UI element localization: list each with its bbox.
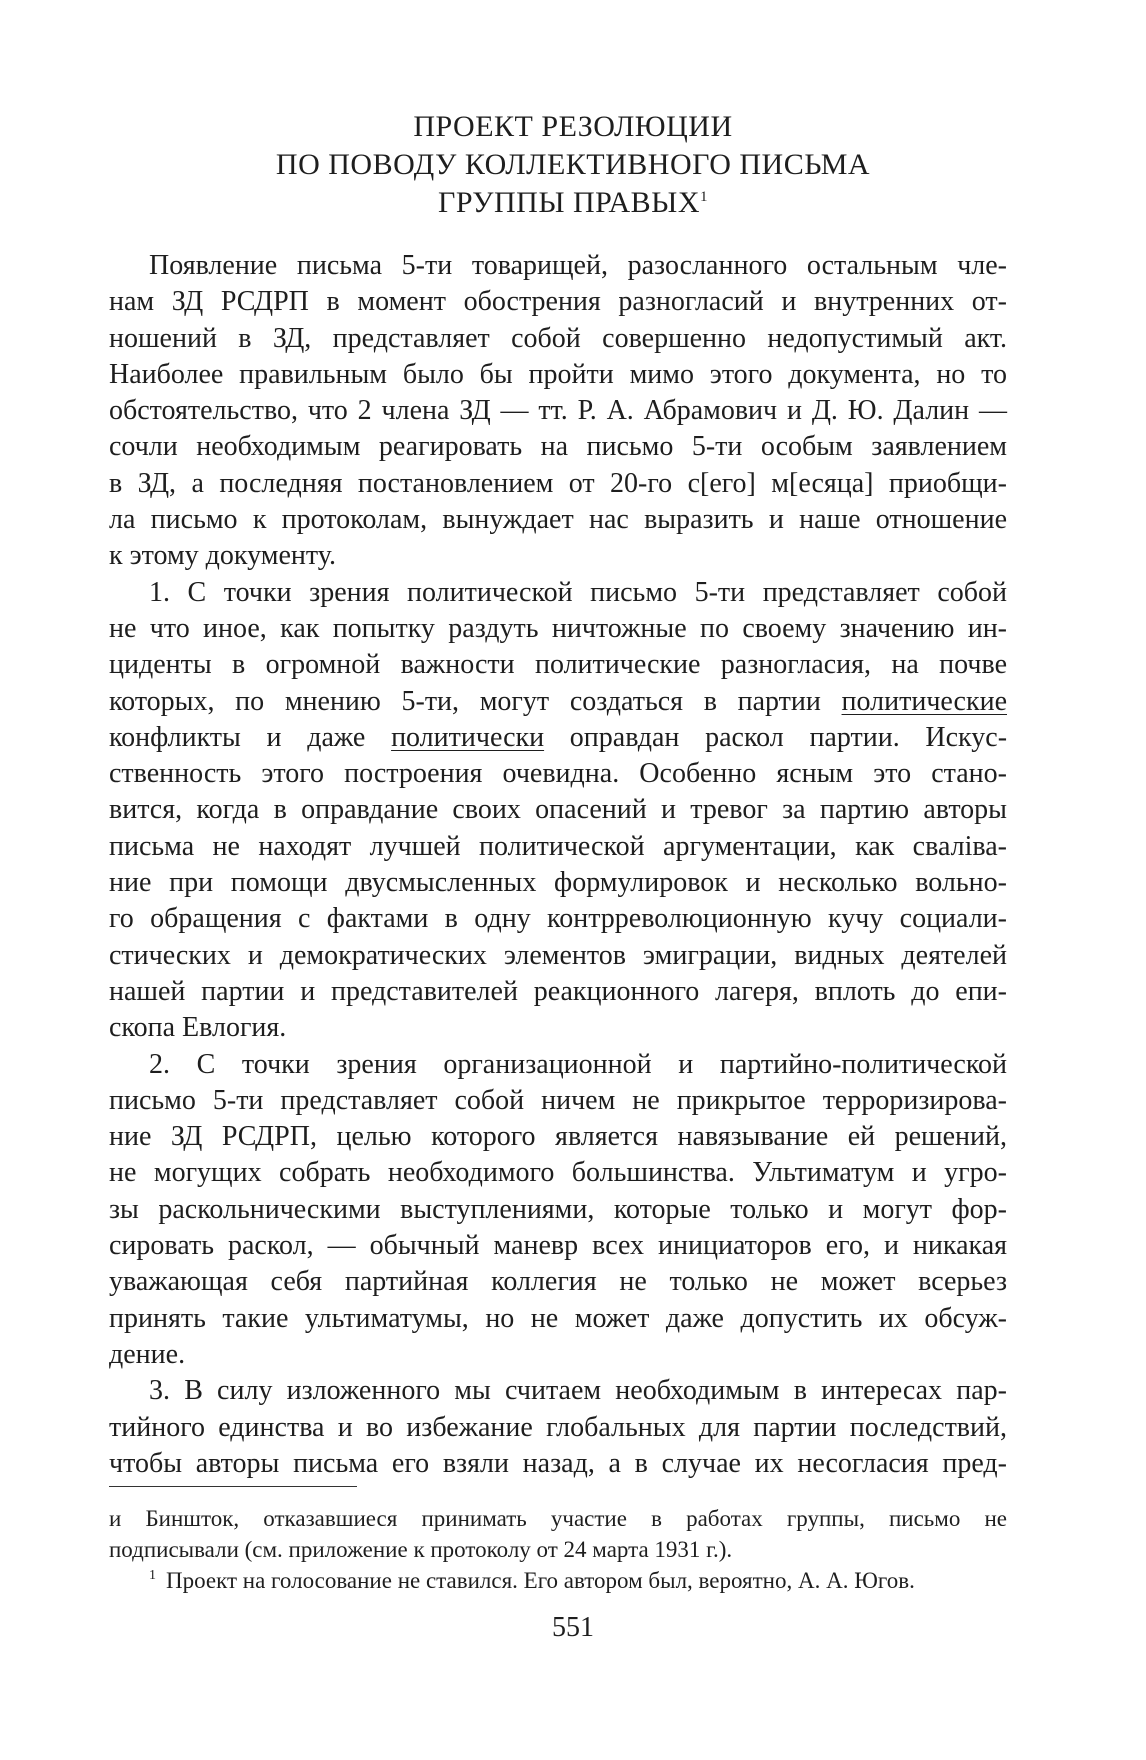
title-footnote-mark: 1 [700, 189, 709, 205]
body-line: 3. В силу изложенного мы считаем необходимым в интересах пар- [149, 1375, 1007, 1407]
body-line [109, 684, 1007, 720]
footnote-1-mark: 1 [149, 1568, 156, 1584]
footnote-1 [109, 1565, 1007, 1596]
body-text: которых, по мнению 5-ти, могут создаться в партии [109, 685, 821, 717]
body-line: сочли необходимым реагировать на письмо 5-ти особым заявлением [109, 431, 1007, 463]
body-line: ственность этого построения очевидна. Особенно ясным это стано- [109, 758, 1007, 790]
body-text: конфликты и даже [109, 721, 366, 753]
title-line-3 [0, 184, 1146, 222]
body-line: нашей партии и представителей реакционного лагеря, вплоть до епи- [109, 975, 1007, 1007]
body-line: тийного единства и во избежание глобальных для партии последствий, [109, 1411, 1007, 1443]
body-line: не что иное, как попытку раздуть ничтожные по своему значению ин- [109, 612, 1007, 644]
body-line: стических и демократических элементов эмиграции, видных деятелей [109, 939, 1007, 971]
body-line: вится, когда в оправдание своих опасений и тревог за партию авторы [109, 794, 1007, 826]
body-line: ние ЗД РСДРП, целью которого является навязывание ей решений, [109, 1121, 1007, 1153]
footnotes [109, 1503, 1007, 1596]
body-line: принять такие ультиматумы, но не может даже допустить их обсуж- [109, 1302, 1007, 1334]
body-line: письмо 5-ти представляет собой ничем не прикрытое терроризирова- [109, 1084, 1007, 1116]
body-line: чтобы авторы письма его взяли назад, а в случае их несогласия пред- [109, 1447, 1007, 1479]
body-line: не могущих собрать необходимого большинства. Ультиматум и угро- [109, 1157, 1007, 1189]
title-line-3-text: ГРУППЫ ПРАВЫХ [437, 186, 701, 219]
footnote-1-text: Проект на голосование не ставился. Его автором был, вероятно, А. А. Югов. [166, 1568, 915, 1593]
body-text: оправдан раскол партии. Искус- [569, 721, 1008, 753]
body-line: го обращения с фактами в одну контрреволюционную кучу социали- [109, 903, 1007, 935]
page-number: 551 [552, 1612, 594, 1643]
body-line: ние при помощи двусмысленных формулировок и несколько вольно- [109, 867, 1007, 899]
body-line: скопа Евлогия. [109, 1012, 287, 1044]
footnote-continued-line: и Биншток, отказавшиеся принимать участие в работах группы, письмо не [109, 1506, 1007, 1531]
body-line: письма не находят лучшей политической аргументации, как сваліва- [109, 830, 1007, 862]
body-line: в ЗД, а последняя постановлением от 20-го с[его] м[есяца] приобщи- [109, 467, 1007, 499]
body-line: 2. С точки зрения организационной и партийно-политической [149, 1048, 1007, 1080]
underlined-word: политически [391, 721, 545, 753]
body-line: дение. [109, 1338, 186, 1370]
document-title [0, 108, 1146, 222]
body-line: к этому документу. [109, 540, 336, 572]
footnote-continued-line: подписывали (см. приложение к протоколу от 24 марта 1931 г.). [109, 1537, 733, 1562]
body-line: ла письмо к протоколам, вынуждает нас выразить и наше отношение [109, 504, 1007, 536]
underlined-word: политические [841, 685, 1007, 717]
footnote-separator [109, 1486, 357, 1487]
body-line: нам ЗД РСДРП в момент обострения разногласий и внутренних от- [109, 286, 1007, 318]
body-line: зы раскольническими выступлениями, которые только и могут фор- [109, 1193, 1007, 1225]
body-line: 1. С точки зрения политической письмо 5-ти представляет собой [149, 576, 1007, 608]
body-line: циденты в огромной важности политические разногласия, на почве [109, 649, 1007, 681]
body-line: сировать раскол, — обычный маневр всех инициаторов его, и никакая [109, 1230, 1007, 1262]
body-line: ношений в ЗД, представляет собой совершенно недопустимый акт. [109, 322, 1007, 354]
body-line: Наиболее правильным было бы пройти мимо этого документа, но то [109, 358, 1007, 390]
document-body [109, 248, 1007, 1482]
body-line: Появление письма 5-ти товарищей, разосланного остальным чле- [149, 250, 1007, 281]
body-line [109, 720, 1007, 756]
title-line-1: ПРОЕКТ РЕЗОЛЮЦИИ [413, 110, 733, 143]
body-line: уважающая себя партийная коллегия не только не может всерьез [109, 1266, 1007, 1298]
body-line: обстоятельство, что 2 члена ЗД — тт. Р. А. Абрамович и Д. Ю. Далин — [109, 395, 1007, 427]
title-line-2: ПО ПОВОДУ КОЛЛЕКТИВНОГО ПИСЬМА [275, 148, 871, 181]
